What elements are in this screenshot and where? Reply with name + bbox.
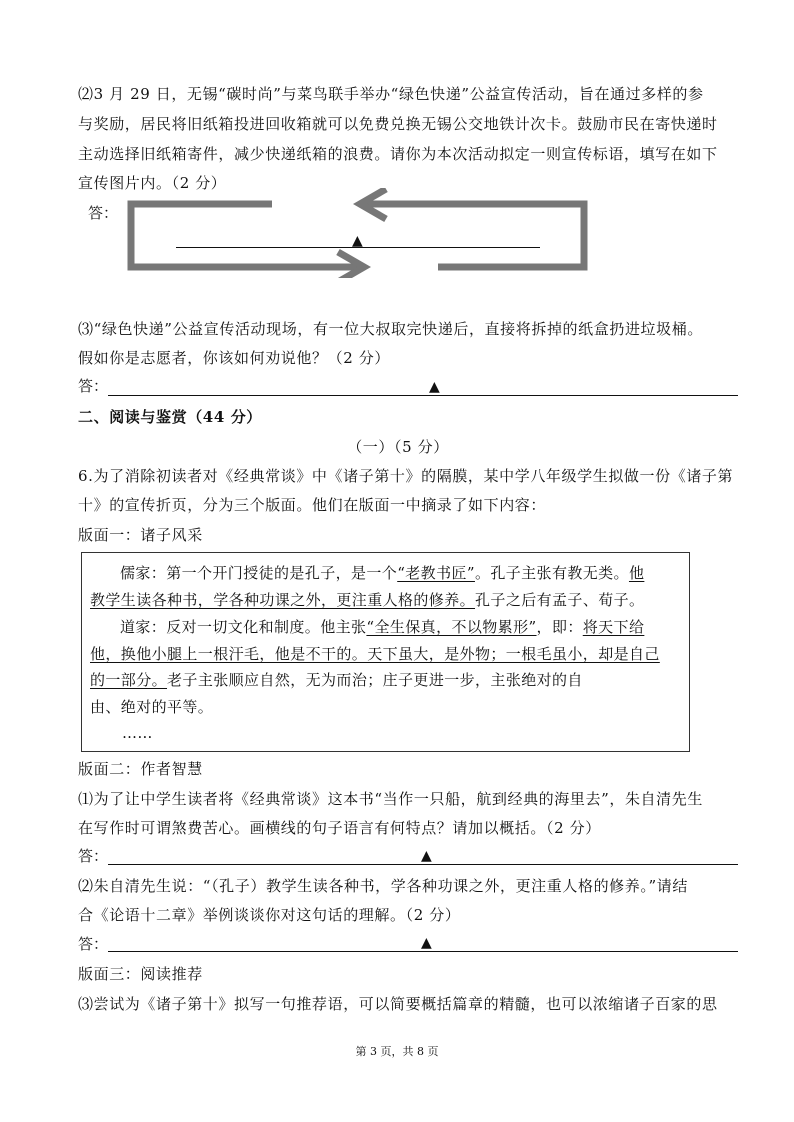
sq1-answer-line[interactable] <box>108 864 738 865</box>
part-1-title: （一）（5 分） <box>347 438 449 456</box>
q3-marker: ▲ <box>429 379 440 395</box>
sq2-line-1: ⑵朱自清先生说：“（孔子）教学生读各种书，学各种功课之外，更注重人格的修养。”请结 <box>78 877 688 895</box>
q3-line-1: ⑶“绿色快递”公益宣传活动现场，有一位大叔取完快递后，直接将拆掉的纸盒扔进垃圾桶。 <box>78 320 703 338</box>
sq2-answer-line[interactable] <box>108 951 738 952</box>
sq2-line-2: 合《论语十二章》举例谈谈你对这句话的理解。（2 分） <box>78 906 461 924</box>
q2-line-4: 宣传图片内。（2 分） <box>78 174 227 192</box>
sq1-line-1: ⑴为了让中学生读者将《经典常谈》这本书“当作一只船，航到经典的海里去”，朱自清先生 <box>78 790 703 808</box>
excerpt-row-4: 他，换他小腿上一根汗毛，他是不干的。天下虽大，是外物；一根毛虽小，却是自己 <box>90 645 660 663</box>
panel-1-title: 版面一：诸子风采 <box>78 526 203 544</box>
excerpt-row-6: 由、绝对的平等。 <box>90 698 214 716</box>
sq2-answer-label: 答： <box>78 935 109 953</box>
q2-line-2: 与奖励，居民将旧纸箱投进回收箱就可以免费兑换无锡公交地铁计次卡。鼓励市民在寄快递时 <box>78 115 718 133</box>
excerpt-row-5: 的一部分。老子主张顺应自然，无为而治；庄子更进一步，主张绝对的自 <box>90 671 583 689</box>
slogan-marker: ▲ <box>352 233 363 249</box>
sq2-marker: ▲ <box>421 935 432 951</box>
page-footer: 第 3 页，共 8 页 <box>355 1045 439 1058</box>
q2-answer-label: 答： <box>88 204 119 222</box>
top-left-bracket <box>131 204 358 267</box>
panel-2-title: 版面二：作者智慧 <box>78 760 203 778</box>
sq1-marker: ▲ <box>421 848 432 864</box>
sq1-answer-label: 答： <box>78 847 109 865</box>
q3-answer-line[interactable] <box>108 395 738 396</box>
excerpt-row-1: 儒家：第一个开门授徒的是孔子，是一个“老教书匠”。孔子主张有教无类。他 <box>120 564 645 582</box>
sq1-line-2: 在写作时可谓煞费苦心。画横线的句子语言有何特点？请加以概括。（2 分） <box>78 819 601 837</box>
q3-line-2: 假如你是志愿者，你该如何劝说他？（2 分） <box>78 349 390 367</box>
panel-3-title: 版面三：阅读推荐 <box>78 965 203 983</box>
q3-answer-label: 答： <box>78 377 109 395</box>
excerpt-ellipsis: …… <box>122 724 153 742</box>
excerpt-row-3: 道家：反对一切文化和制度。他主张“全生保真，不以物累形”，即：将天下给 <box>120 618 645 636</box>
excerpt-row-2: 教学生读各种书，学各种功课之外，更注重人格的修养。孔子之后有孟子、荀子。 <box>90 591 645 609</box>
sq3-line-1: ⑶尝试为《诸子第十》拟写一句推荐语，可以简要概括篇章的精髓，也可以浓缩诸子百家的思 <box>78 995 718 1013</box>
bottom-right-bracket <box>362 204 584 267</box>
q2-line-3: 主动选择旧纸箱寄件，减少快递纸箱的浪费。请你为本次活动拟定一则宣传标语，填写在如下 <box>78 145 718 163</box>
q2-line-1: ⑵3 月 29 日，无锡“碳时尚”与菜鸟联手举办“绿色快递”公益宣传活动，旨在通过多样的参 <box>78 85 704 103</box>
section-2-title: 二、阅读与鉴赏（44 分） <box>78 408 262 426</box>
q6-line-2: 十》的宣传折页，分为三个版面。他们在版面一中摘录了如下内容： <box>78 496 547 514</box>
q6-line-1: 6.为了消除初读者对《经典常谈》中《诸子第十》的隔膜，某中学八年级学生拟做一份《诸子第 <box>78 467 734 485</box>
